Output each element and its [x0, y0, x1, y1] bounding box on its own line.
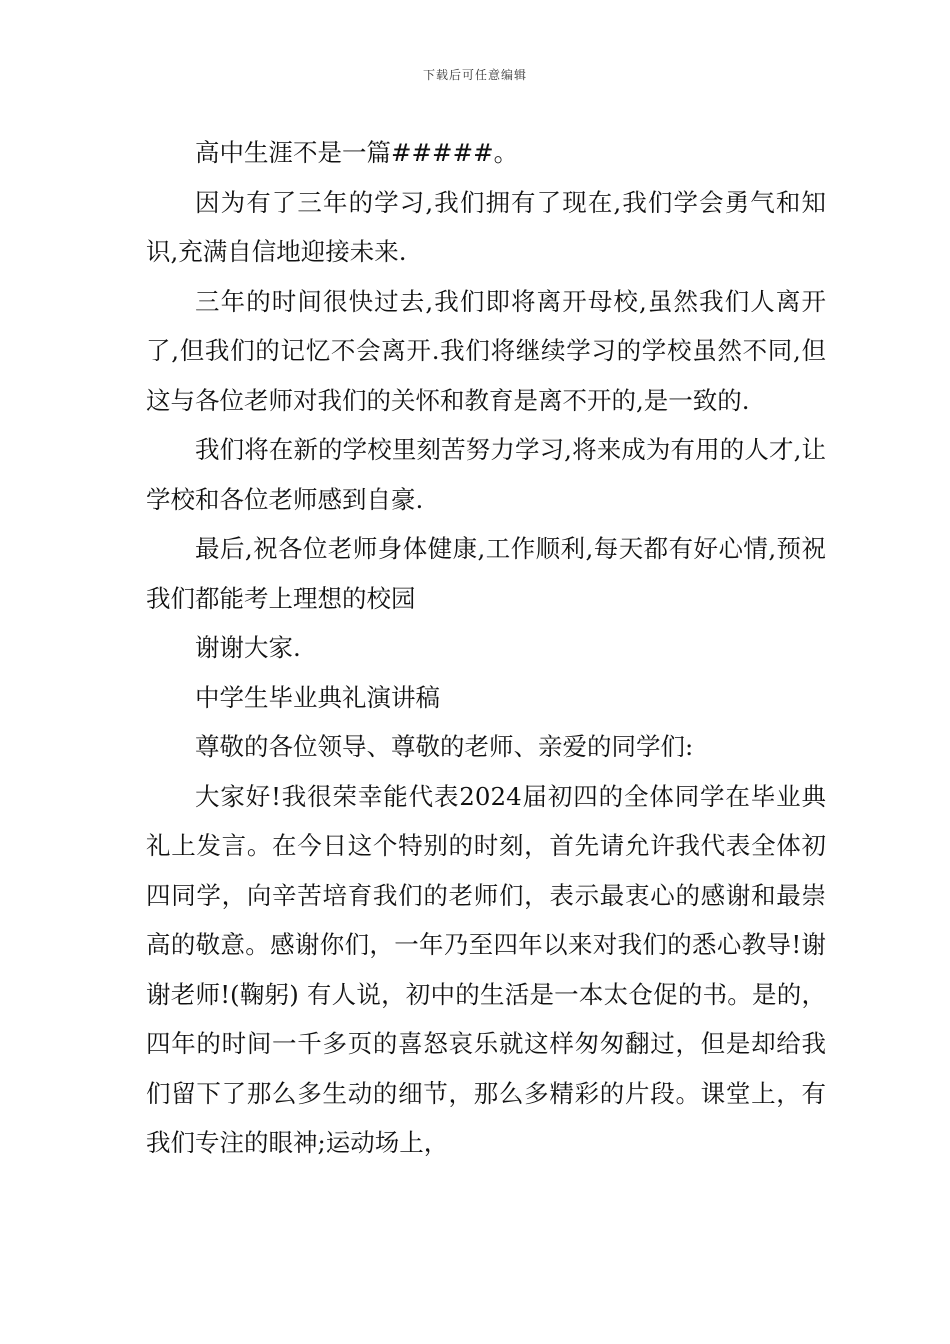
- paragraph: 三年的时间很快过去,我们即将离开母校,虽然我们人离开了,但我们的记忆不会离开.我们将继续学习的学校虽然不同,但这与各位老师对我们的关怀和教育是离不开的,是一致的.: [146, 286, 826, 415]
- paragraph: 因为有了三年的学习,我们拥有了现在,我们学会勇气和知识,充满自信地迎接未来.: [146, 187, 826, 266]
- paragraph: 高中生涯不是一篇#####。: [195, 138, 519, 167]
- paragraph: 最后,祝各位老师身体健康,工作顺利,每天都有好心情,预祝我们都能考上理想的校园: [146, 534, 826, 613]
- speech-title: 中学生毕业典礼演讲稿: [195, 682, 440, 712]
- document-body: [146, 128, 826, 1168]
- paragraph: 谢谢大家.: [195, 633, 301, 662]
- salutation: 尊敬的各位领导、尊敬的老师、亲爱的同学们:: [195, 732, 694, 761]
- paragraph: 我们将在新的学校里刻苦努力学习,将来成为有用的人才,让学校和各位老师感到自豪.: [146, 435, 826, 514]
- page-header: 下载后可任意编辑: [422, 68, 527, 82]
- paragraph: 大家好!我很荣幸能代表2024届初四的全体同学在毕业典礼上发言。在今日这个特别的时刻，首先请允许我代表全体初四同学，向辛苦培育我们的老师们，表示最衷心的感谢和最崇高的敬意。感谢你们，一年乃至四年以来对我们的悉心教导!谢谢老师!(鞠躬) 有人说，初中的生活是一本太仓促的书。是的，四年的时间一千多页的喜怒哀乐就这样匆匆翻过，但是却给我们留下了那么多生动的细节，那么多精彩的片段。课堂上，有我们专注的眼神;运动场上，: [146, 781, 826, 1157]
